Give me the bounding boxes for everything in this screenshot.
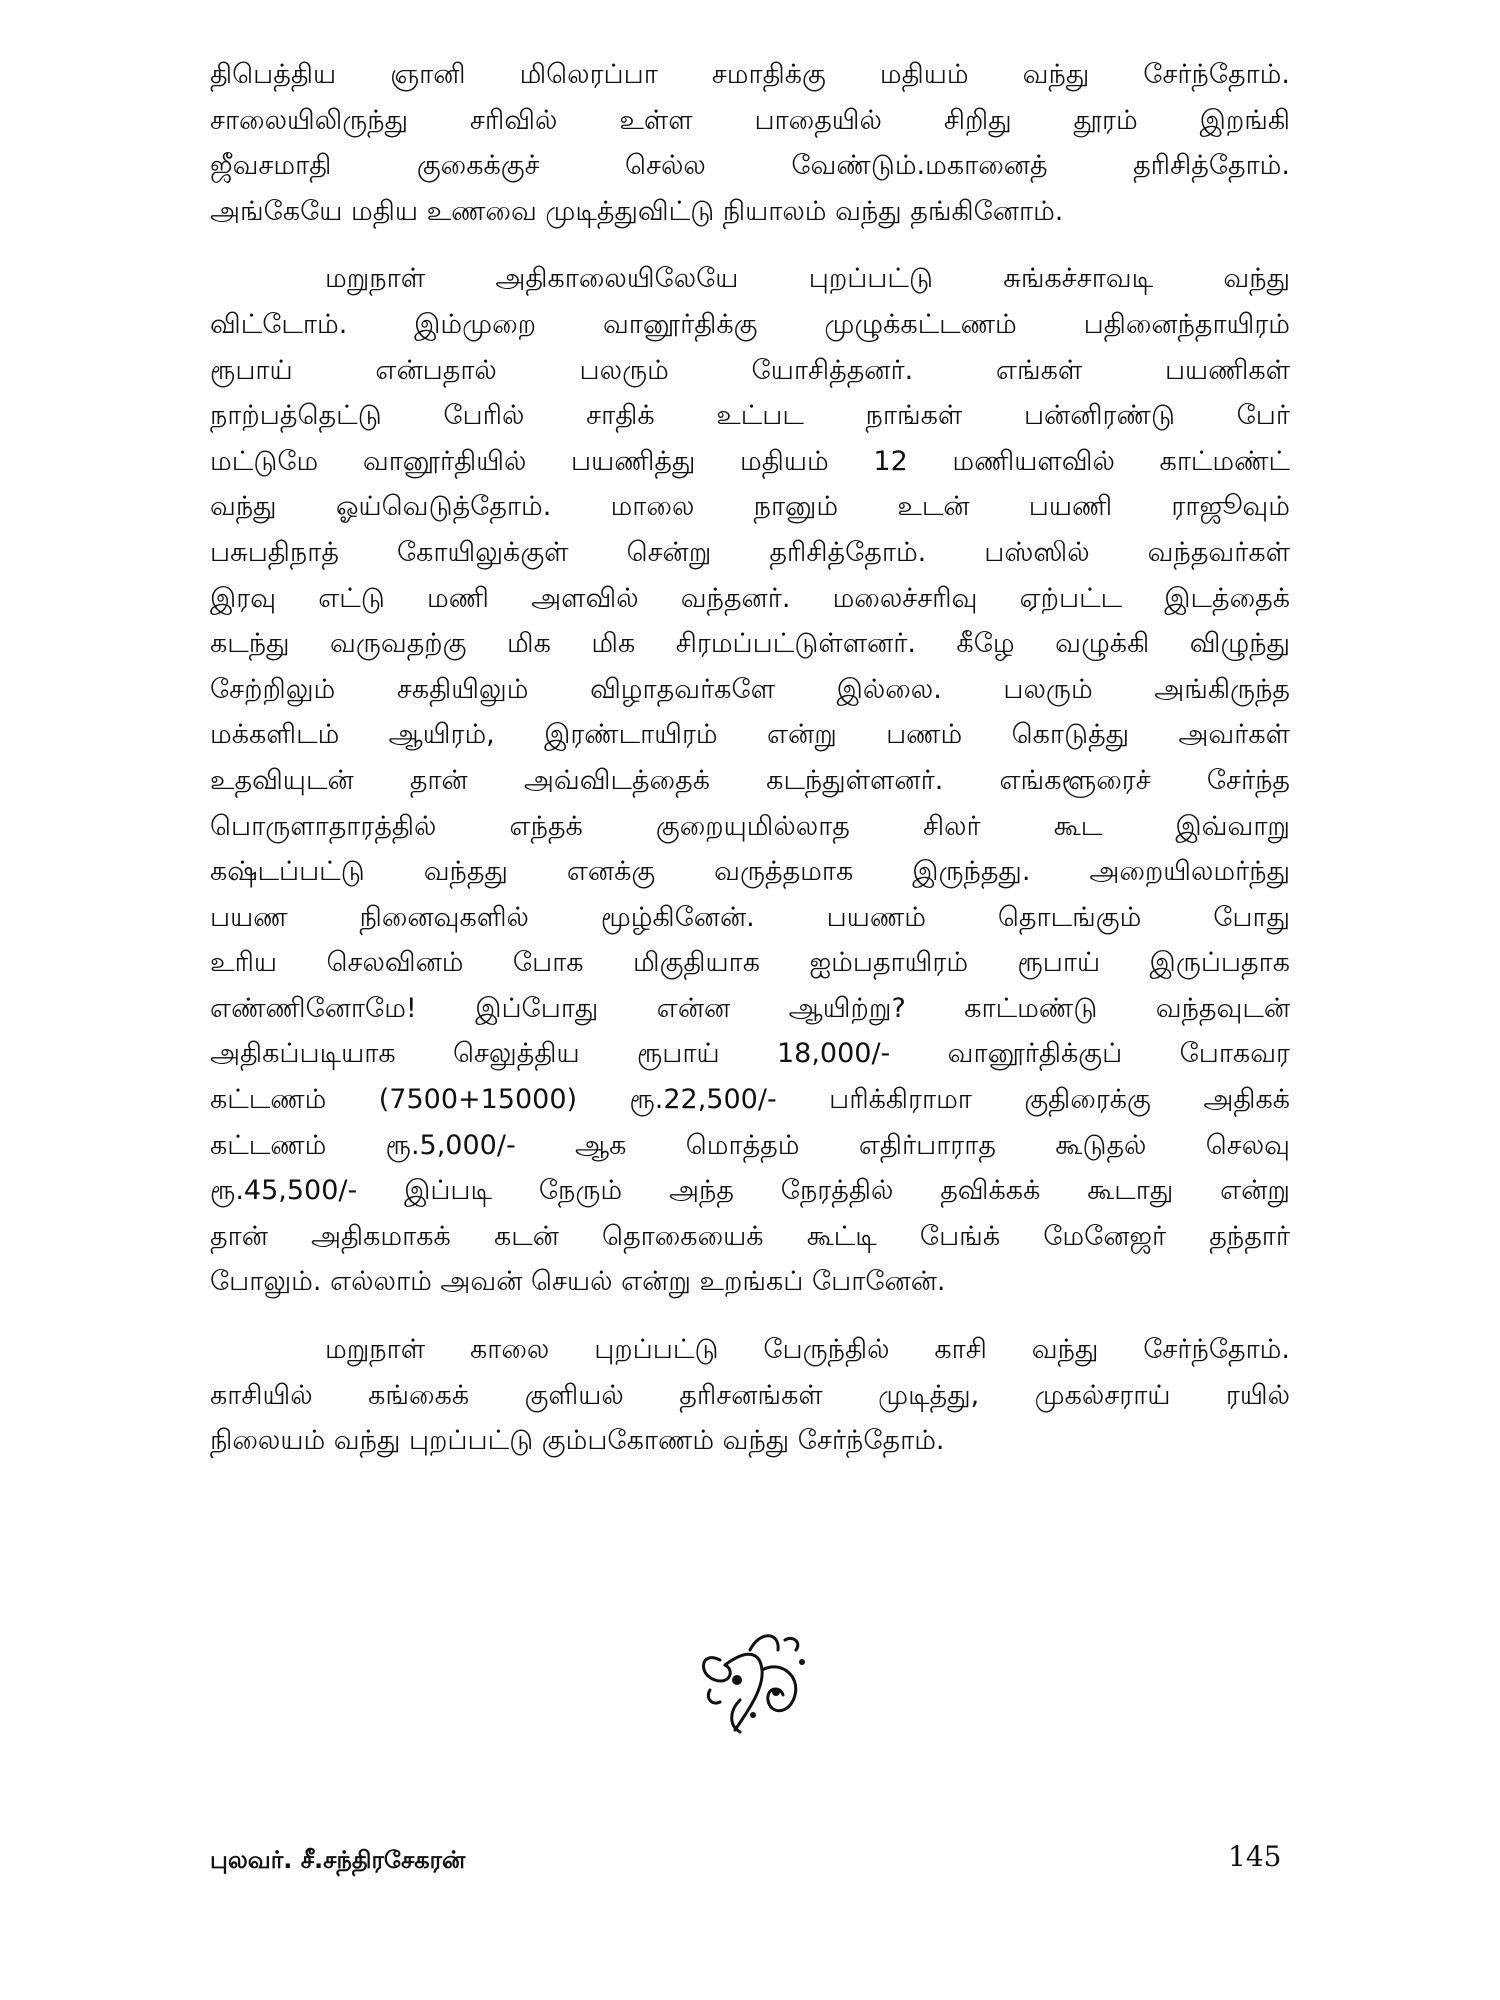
text-line: மக்களிடம் ஆயிரம், இரண்டாயிரம் என்று பணம் கொடுத்து அவர்கள் bbox=[210, 719, 1290, 751]
text-line: மட்டுமே வானூர்தியில் பயணித்து மதியம் 12 மணியளவில் காட்மண்ட் bbox=[210, 445, 1290, 477]
text-line: மறுநாள் அதிகாலையிலேயே புறப்பட்டு சுங்கச்சாவடி வந்து bbox=[325, 263, 1290, 295]
text-line: விட்டோம். இம்முறை வானூர்திக்கு முழுக்கட்டணம் பதினைந்தாயிரம் bbox=[210, 308, 1290, 340]
footer-author: புலவர். சீ.சந்திரசேகரன் bbox=[210, 1846, 466, 1874]
text-line: கட்டணம் (7500+15000) ரூ.22,500/- பரிக்கிராமா குதிரைக்கு அதிகக் bbox=[210, 1084, 1290, 1116]
paragraph-gap bbox=[210, 234, 1290, 256]
text-line: உரிய செலவினம் போக மிகுதியாக ஐம்பதாயிரம் ரூபாய் இருப்பதாக bbox=[210, 947, 1290, 979]
text-line: பொருளாதாரத்தில் எந்தக் குறையுமில்லாத சிலர் கூட இவ்வாறு bbox=[210, 810, 1290, 842]
page-number: 145 bbox=[1228, 1840, 1282, 1873]
text-line: ரூ.45,500/- இப்படி நேரும் அந்த நேரத்தில் தவிக்கக் கூடாது என்று bbox=[210, 1175, 1290, 1207]
text-line: சேற்றிலும் சகதியிலும் விழாதவர்களே இல்லை. பலரும் அங்கிருந்த bbox=[210, 673, 1290, 705]
text-line: போலும். எல்லாம் அவன் செயல் என்று உறங்கப் போனேன். bbox=[210, 1266, 946, 1298]
text-line: எண்ணினோமே! இப்போது என்ன ஆயிற்று? காட்மண்டு வந்தவுடன் bbox=[210, 992, 1290, 1024]
text-line: கட்டணம் ரூ.5,000/- ஆக மொத்தம் எதிர்பாராத கூடுதல் செலவு bbox=[210, 1129, 1290, 1161]
text-line: பசுபதிநாத் கோயிலுக்குள் சென்று தரிசித்தோம். பஸ்ஸில் வந்தவர்கள் bbox=[210, 536, 1290, 568]
text-line: காசியில் கங்கைக் குளியல் தரிசனங்கள் முடித்து, முகல்சராய் ரயில் bbox=[210, 1379, 1290, 1411]
text-line: தான் அதிகமாகக் கடன் தொகையைக் கூட்டி பேங்க் மேனேஜர் தந்தார் bbox=[210, 1220, 1290, 1252]
text-line: ரூபாய் என்பதால் பலரும் யோசித்தனர். எங்கள் பயணிகள் bbox=[210, 354, 1290, 386]
paragraph bbox=[210, 52, 1290, 234]
text-line: நாற்பத்தெட்டு பேரில் சாதிக் உட்பட நாங்கள் பன்னிரண்டு பேர் bbox=[210, 400, 1290, 432]
text-line: பயண நினைவுகளில் மூழ்கினேன். பயணம் தொடங்கும் போது bbox=[210, 901, 1290, 933]
text-line: கடந்து வருவதற்கு மிக மிக சிரமப்பட்டுள்ளனர். கீழே வழுக்கி விழுந்து bbox=[210, 628, 1290, 660]
floral-ornament-icon bbox=[690, 1620, 820, 1740]
text-line: வந்து ஓய்வெடுத்தோம். மாலை நானும் உடன் பயணி ராஜூவும் bbox=[210, 491, 1290, 523]
text-line: அங்கேயே மதிய உணவை முடித்துவிட்டு நியாலம் வந்து தங்கினோம். bbox=[210, 195, 1064, 227]
paragraph bbox=[210, 256, 1290, 1305]
paragraph bbox=[210, 1327, 1290, 1464]
text-line: திபெத்திய ஞானி மிலெரப்பா சமாதிக்கு மதியம் வந்து சேர்ந்தோம். bbox=[210, 59, 1290, 90]
text-line: கஷ்டப்பட்டு வந்தது எனக்கு வருத்தமாக இருந்தது. அறையிலமர்ந்து bbox=[210, 856, 1290, 888]
text-line: அதிகப்படியாக செலுத்திய ரூபாய் 18,000/- வானூர்திக்குப் போகவர bbox=[210, 1038, 1290, 1070]
body-text bbox=[210, 52, 1290, 1464]
text-line: உதவியுடன் தான் அவ்விடத்தைக் கடந்துள்ளனர். எங்களூரைச் சேர்ந்த bbox=[210, 764, 1290, 796]
text-line: மறுநாள் காலை புறப்பட்டு பேருந்தில் காசி வந்து சேர்ந்தோம். bbox=[325, 1334, 1290, 1366]
text-line: ஜீவசமாதி குகைக்குச் செல்ல வேண்டும்.மகானைத் தரிசித்தோம். bbox=[210, 150, 1290, 182]
text-line: இரவு எட்டு மணி அளவில் வந்தனர். மலைச்சரிவு ஏற்பட்ட இடத்தைக் bbox=[210, 582, 1290, 614]
text-line: சாலையிலிருந்து சரிவில் உள்ள பாதையில் சிறிது தூரம் இறங்கி bbox=[210, 104, 1290, 136]
paragraph-gap bbox=[210, 1305, 1290, 1327]
text-line: நிலையம் வந்து புறப்பட்டு கும்பகோணம் வந்து சேர்ந்தோம். bbox=[210, 1425, 945, 1457]
